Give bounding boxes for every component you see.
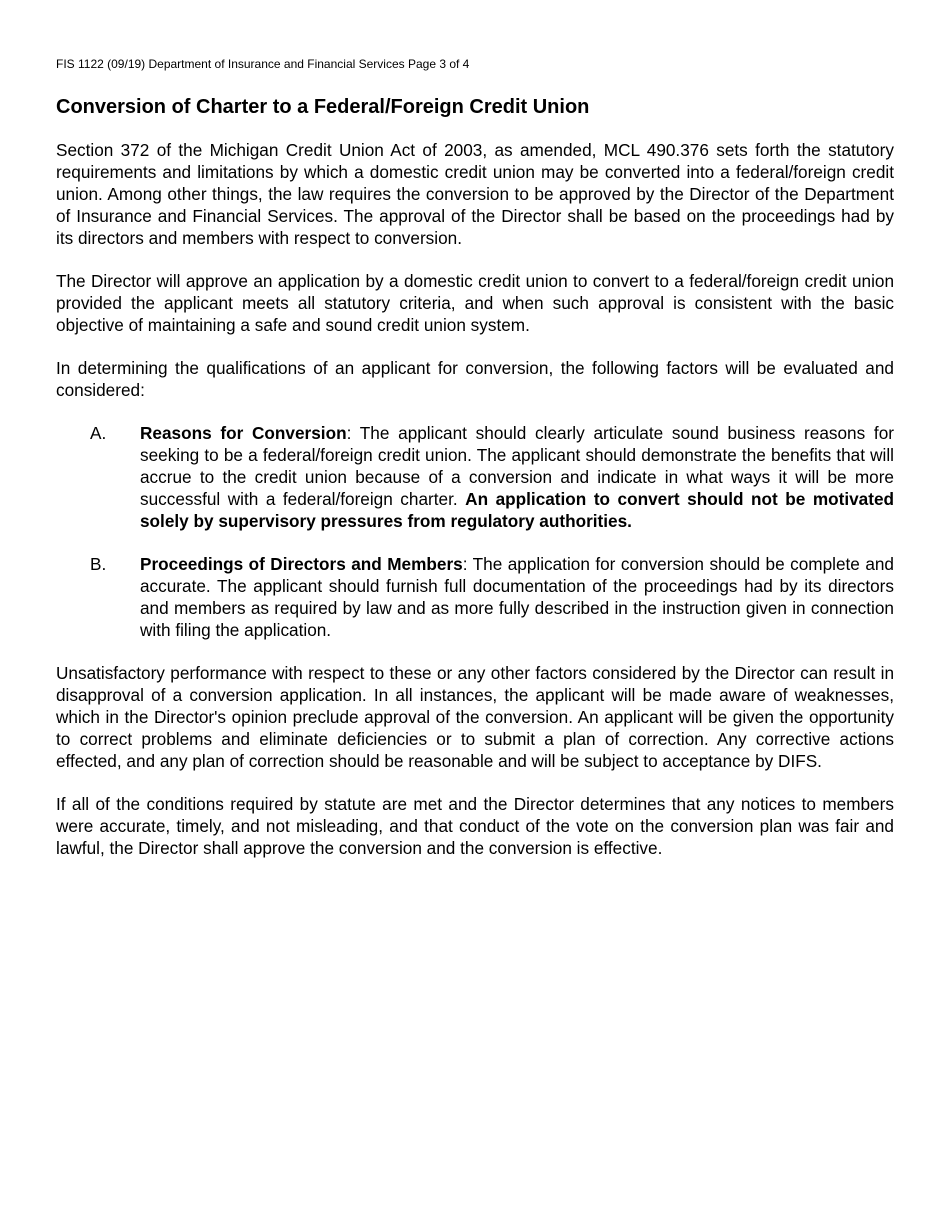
paragraph-factors-intro: In determining the qualifications of an applicant for conversion, the following factors will be evaluated and considered: (56, 358, 894, 400)
factor-letter: A. (90, 423, 107, 443)
paragraph-approval: The Director will approve an application by a domestic credit union to convert to a federal/foreign credit union provided the applicant meets all statutory criteria, and when such approval is consistent with the basic objective of maintaining a safe and sound credit union system. (56, 271, 894, 335)
factor-heading: Reasons for Conversion (140, 423, 347, 443)
factor-emphasis: An application to convert should not be motivated solely by supervisory pressures from regulatory authorities. (140, 489, 894, 531)
factor-body: The application for conversion should be complete and accurate. The applicant should furnish full documentation of the proceedings had by its directors and members as required by law and as more fully described in the instruction given in connection with filing the application. (140, 554, 894, 640)
factor-colon: : (462, 554, 473, 574)
paragraph-unsatisfactory: Unsatisfactory performance with respect to these or any other factors considered by the Director can result in disapproval of a conversion application. In all instances, the applicant will be made aware of weaknesses, which in the Director's opinion preclude approval of the conversion. An applicant will be given the opportunity to correct problems and eliminate deficiencies or to submit a plan of correction. Any corrective actions effected, and any plan of correction should be reasonable and will be subject to acceptance by DIFS. (56, 663, 894, 771)
factor-heading: Proceedings of Directors and Members (140, 554, 463, 574)
page-title: Conversion of Charter to a Federal/Foreign Credit Union (56, 96, 590, 118)
factor-item-reasons (56, 422, 894, 532)
paragraph-statute: Section 372 of the Michigan Credit Union Act of 2003, as amended, MCL 490.376 sets forth the statutory requirements and limitations by which a domestic credit union may be converted into a federal/foreign credit union. Among other things, the law requires the conversion to be approved by the Director of the Department of Insurance and Financial Services. The approval of the Director shall be based on the proceedings had by its directors and members with respect to conversion. (56, 140, 894, 248)
factor-letter: B. (90, 554, 107, 574)
factor-body: The applicant should clearly articulate sound business reasons for seeking to be a federal/foreign credit union. The applicant should demonstrate the benefits that will accrue to the credit union because of a conversion and indicate in what ways it will be more successful with a federal/foreign charter. (140, 423, 894, 509)
form-header: FIS 1122 (09/19) Department of Insurance and Financial Services Page 3 of 4 (56, 57, 470, 71)
factor-item-proceedings (56, 553, 894, 641)
factor-colon: : (346, 423, 360, 443)
document-page (56, 56, 894, 859)
paragraph-conditions: If all of the conditions required by statute are met and the Director determines that any notices to members were accurate, timely, and not misleading, and that conduct of the vote on the conversion plan was fair and lawful, the Director shall approve the conversion and the conversion is effective. (56, 794, 894, 858)
